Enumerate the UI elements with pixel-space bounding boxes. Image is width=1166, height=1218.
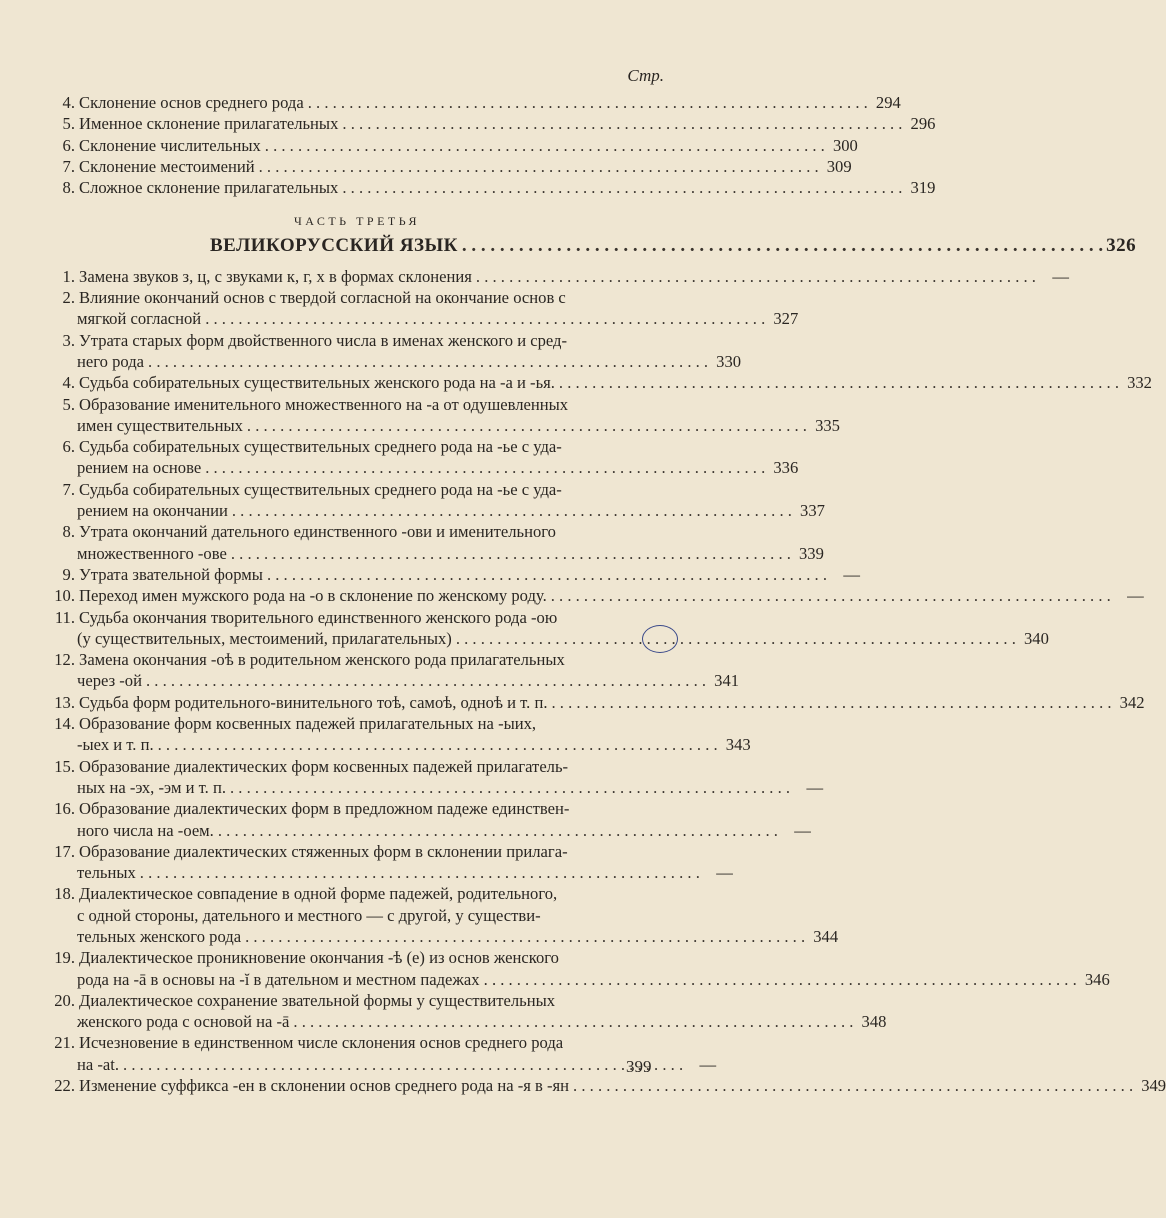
toc-entry-page: 339 (799, 543, 824, 563)
leader-dots (214, 820, 778, 841)
toc-entry-page: 296 (910, 114, 936, 134)
toc-entry-text: него рода (77, 351, 145, 371)
toc-section-part-three (48, 266, 1166, 1097)
toc-entry-text: женского рода с основой на -ā (77, 1012, 290, 1032)
toc-entry-text: Судьба собирательных существительных среднего рода на -ье с уда- (79, 479, 562, 499)
toc-entry-number: 20. (54, 990, 75, 1010)
toc-entry-page: 340 (1023, 628, 1049, 648)
toc-entry-number: 22. (54, 1076, 75, 1096)
leader-dots (555, 372, 1119, 393)
toc-entry[interactable] (48, 649, 740, 692)
toc-entry-number: 16. (54, 799, 75, 819)
toc-entry[interactable] (48, 135, 858, 156)
toc-entry-text: Образование диалектических форм в предложном падеже единствен- (79, 799, 570, 819)
toc-entry-number: 4. (62, 93, 75, 112)
toc-entry[interactable] (48, 113, 936, 134)
toc-entry-text: Утрата старых форм двойственного числа в именах женского и сред- (79, 330, 567, 350)
toc-entry-text: тельных женского рода (77, 926, 242, 946)
toc-entry[interactable] (48, 564, 860, 585)
toc-entry[interactable] (48, 479, 825, 522)
toc-entry-number: 6. (62, 437, 75, 457)
toc-entry-text: (у существительных, местоимений, прилагательных) (77, 628, 452, 648)
toc-entry[interactable] (48, 713, 751, 756)
toc-entry-page: 349 (1141, 1076, 1166, 1096)
leader-dots (338, 177, 902, 198)
toc-entry-text: рением на окончании (77, 501, 228, 521)
toc-entry-text: на -at. (77, 1054, 120, 1074)
toc-entry[interactable] (48, 607, 1049, 650)
leader-dots (142, 670, 706, 691)
toc-entry-page: — (794, 820, 811, 840)
part-title: ВЕЛИКОРУССКИЙ ЯЗЫК (210, 235, 458, 257)
toc-entry-text: Склонение числительных (79, 135, 261, 155)
toc-entry[interactable] (48, 92, 901, 113)
leader-dots (119, 1054, 683, 1075)
toc-entry-text: Судьба собирательных существительных среднего рода на -ье с уда- (79, 437, 562, 457)
toc-entry-page: 309 (826, 156, 852, 176)
toc-entry-text: Изменение суффикса -ен в склонении основ среднего рода на -я в -ян (79, 1076, 570, 1096)
toc-entry-text: через -ой (77, 671, 142, 691)
toc-entry-text: ных на -эх, -эм и т. п. (77, 777, 226, 797)
toc-entry-text: множественного -ове (77, 543, 227, 563)
toc-entry-text: Судьба форм родительного-винительного тоѣ, самоѣ, одноѣ и т. п. (79, 692, 548, 712)
toc-entry-text: Склонение основ среднего рода (79, 93, 304, 112)
toc-entry-number: 17. (54, 841, 75, 861)
toc-entry-page: 336 (773, 458, 799, 478)
leader-dots (201, 308, 765, 329)
toc-entry[interactable] (48, 990, 887, 1033)
leader-dots (472, 266, 1036, 287)
toc-entry-number: 6. (62, 135, 75, 155)
toc-entry-text: Диалектическое проникновение окончания -ѣ (е) из основ женского (79, 948, 559, 968)
toc-entry[interactable] (48, 521, 824, 564)
part-title-entry[interactable] (48, 235, 1137, 257)
toc-entry-number: 10. (54, 586, 75, 606)
toc-entry-text: Образование форм косвенных падежей прилагательных на -ыих, (79, 714, 537, 734)
toc-entry-page: — (699, 1054, 717, 1074)
toc-entry-page: — (843, 564, 860, 584)
leader-dots (289, 1011, 853, 1032)
toc-entry-text: Диалектическое совпадение в одной форме падежей, родительного, (79, 884, 558, 904)
leader-dots (263, 564, 827, 585)
toc-entry[interactable] (48, 436, 799, 479)
toc-entry-number: 21. (54, 1033, 75, 1053)
toc-entry[interactable] (48, 692, 1145, 713)
leader-dots (201, 457, 765, 478)
page-column-header: Стр. (627, 66, 664, 85)
toc-entry[interactable] (48, 1032, 717, 1075)
toc-entry-number: 11. (54, 607, 75, 627)
toc-entry[interactable] (48, 798, 811, 841)
toc-entry-text: мягкой согласной (77, 309, 202, 329)
toc-entry-page: 300 (832, 135, 858, 155)
toc-entry-text: Переход имен мужского рода на -о в склонение по женскому роду. (79, 586, 547, 606)
toc-entry-text: Судьба окончания творительного единственного женского рода -ою (79, 607, 558, 627)
leader-dots (513, 969, 1077, 990)
toc-entry[interactable] (48, 883, 839, 947)
leader-dots (255, 156, 819, 177)
toc-entry[interactable] (48, 585, 1144, 606)
toc-entry-number: 18. (54, 884, 75, 904)
part-page: 326 (1106, 235, 1137, 257)
toc-entry-text: Склонение местоимений (79, 156, 255, 176)
toc-entry-text: Диалектическое сохранение звательной формы у существительных (79, 990, 556, 1010)
toc-entry-number: 3. (62, 330, 75, 350)
toc-entry-page: 327 (773, 309, 799, 329)
toc-entry-page: — (806, 777, 824, 797)
toc-entry-number: 7. (62, 156, 75, 176)
toc-entry-page: 346 (1084, 969, 1110, 989)
leader-dots (226, 777, 790, 798)
toc-entry[interactable] (48, 287, 799, 330)
leader-dots (452, 628, 1016, 649)
toc-entry-text: Сложное склонение прилагательных (79, 178, 339, 198)
toc-entry[interactable] (48, 1075, 1166, 1096)
toc-entry-text: с одной стороны, дательного и местного — с другой, у существи- (77, 905, 541, 925)
toc-entry-number: 12. (54, 650, 75, 670)
toc-entry-page: — (1052, 266, 1069, 286)
toc-entry-number: 5. (62, 114, 75, 134)
toc-entry-number: 15. (54, 756, 75, 776)
toc-entry-page: 344 (813, 926, 839, 946)
toc-entry-text: рением на основе (77, 458, 202, 478)
toc-entry-number: 8. (62, 178, 75, 198)
toc-entry-text: ного числа на -оем. (77, 820, 214, 840)
toc-entry-number: 9. (62, 564, 75, 584)
toc-entry-number: 8. (62, 522, 75, 542)
toc-entry[interactable] (48, 330, 742, 373)
table-of-contents (48, 92, 1166, 1096)
leader-dots (227, 543, 791, 564)
toc-entry-page: 337 (800, 501, 825, 521)
leader-dots (569, 1075, 1133, 1096)
toc-entry-text: Влияние окончаний основ с твердой согласной на окончание основ с (79, 288, 566, 308)
toc-entry-number: 19. (54, 948, 75, 968)
toc-section-previous (48, 92, 936, 198)
leader-dots (547, 585, 1111, 606)
toc-entry[interactable] (48, 372, 1152, 393)
page-number: 399 (626, 1057, 652, 1076)
leader-dots (548, 692, 1112, 713)
toc-entry-page: 343 (725, 735, 751, 755)
toc-entry[interactable] (48, 266, 1069, 287)
toc-entry-number: 4. (62, 373, 75, 393)
toc-entry[interactable] (48, 394, 840, 437)
toc-entry[interactable] (48, 947, 1110, 990)
leader-dots (144, 351, 708, 372)
toc-entry-page: 330 (716, 351, 742, 371)
toc-entry[interactable] (48, 756, 824, 799)
toc-entry-text: тельных (77, 863, 136, 883)
toc-entry-text: имен существительных (77, 415, 243, 435)
toc-entry-text: Утрата окончаний дательного единственного -ови и именительного (79, 522, 556, 542)
part-label: ЧАСТЬ ТРЕТЬЯ (293, 214, 420, 229)
leader-dots (338, 113, 902, 134)
toc-entry-page: 319 (910, 178, 936, 198)
leader-dots (136, 862, 700, 883)
toc-entry-page: 348 (861, 1012, 887, 1032)
toc-entry-number: 5. (62, 394, 75, 414)
leader-dots (261, 135, 825, 156)
toc-entry-text: Судьба собирательных существительных женского рода на -а и -ья. (79, 373, 555, 393)
leader-dots (228, 500, 792, 521)
leader-dots (243, 415, 807, 436)
toc-entry-page: — (716, 863, 733, 883)
toc-entry-text: Замена звуков з, ц, с звуками к, г, х в формах склонения (79, 266, 472, 286)
toc-entry-text: -ыех и т. п. (77, 735, 154, 755)
toc-entry-text: Образование диалектических стяженных форм в склонении прилага- (79, 841, 568, 861)
leader-dots (458, 235, 1103, 256)
leader-dots (304, 92, 868, 113)
toc-entry-text: Именное склонение прилагательных (79, 114, 339, 134)
toc-entry-number: 13. (54, 692, 75, 712)
toc-entry-number: 2. (62, 288, 75, 308)
toc-entry-number: 14. (54, 714, 75, 734)
toc-entry[interactable] (48, 841, 733, 884)
toc-entry[interactable] (48, 156, 852, 177)
toc-entry-text: рода на -ā в основы на -ĭ в дательном и местном падежах . . . . (77, 969, 513, 989)
toc-entry-page: 335 (815, 415, 840, 435)
toc-entry-page: 341 (714, 671, 740, 691)
toc-entry-text: Замена окончания -оѣ в родительном женского рода прилагательных (79, 650, 565, 670)
toc-entry-page: 294 (875, 93, 901, 112)
toc-entry[interactable] (48, 177, 936, 198)
toc-entry-number: 7. (62, 479, 75, 499)
toc-entry-text: Утрата звательной формы (79, 564, 263, 584)
toc-entry-text: Исчезновение в единственном числе склонения основ среднего рода (79, 1033, 564, 1053)
leader-dots (241, 926, 805, 947)
toc-entry-number: 1. (62, 266, 75, 286)
toc-entry-page: — (1127, 586, 1144, 606)
toc-entry-page: 342 (1119, 692, 1145, 712)
leader-dots (154, 734, 718, 755)
toc-entry-text: Образование именительного множественного на -а от одушевленных (79, 394, 569, 414)
toc-entry-text: Образование диалектических форм косвенных падежей прилагатель- (79, 756, 569, 776)
toc-entry-page: 332 (1127, 373, 1152, 393)
